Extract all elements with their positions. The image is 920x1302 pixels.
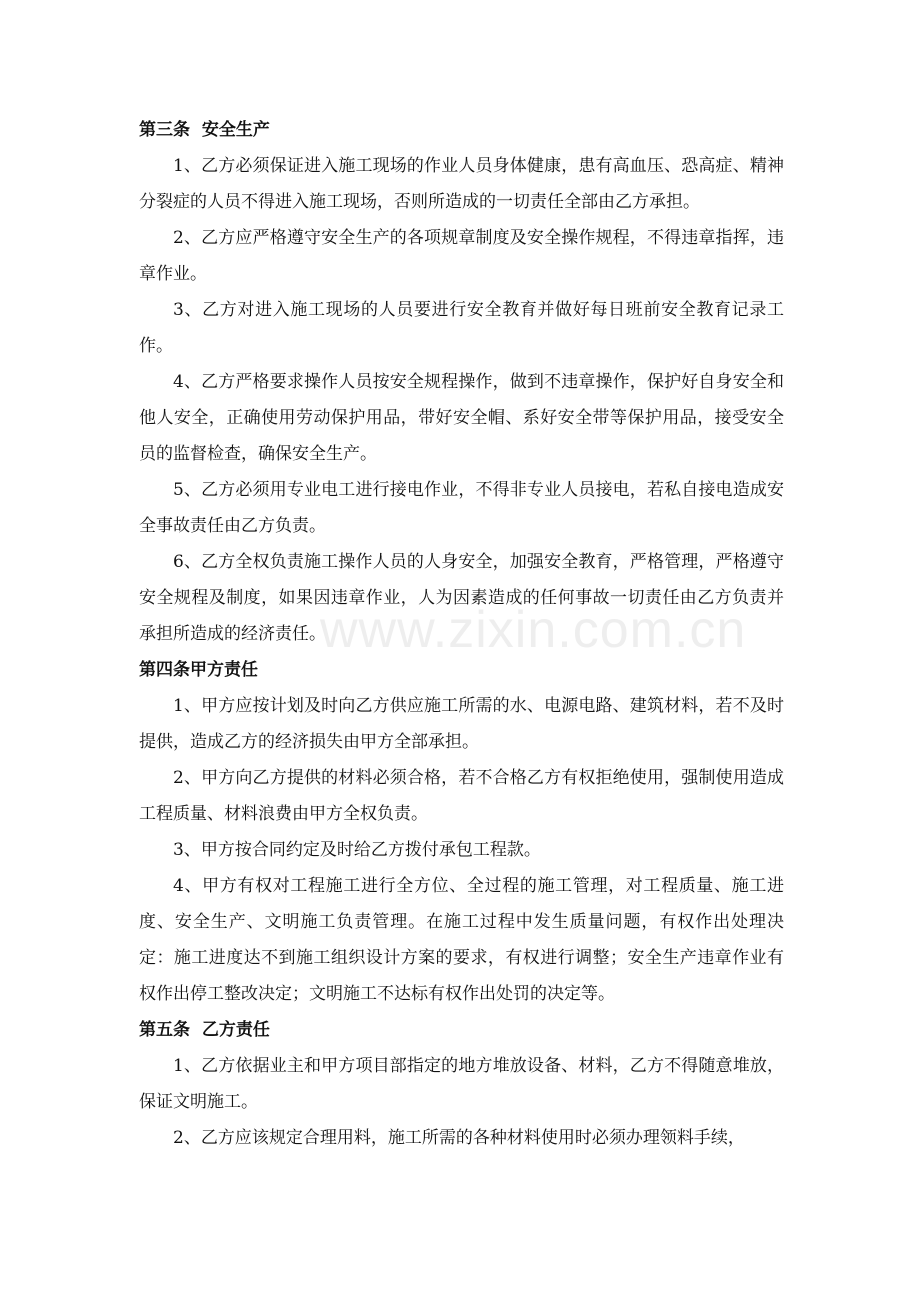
watermark: www.zixin.com.cn bbox=[320, 601, 747, 659]
paragraph: 4、乙方严格要求操作人员按安全规程操作，做到不违章操作，保护好自身安全和他人安全，正确使用劳动保护用品，带好安全帽、系好安全带等保护用品，接受安全员的监督检查，确保安全生产。 bbox=[139, 372, 784, 464]
section-heading: 第五条 乙方责任 bbox=[139, 1020, 270, 1040]
paragraph: 2、甲方向乙方提供的材料必须合格，若不合格乙方有权拒绝使用，强制使用造成工程质量、材料浪费由甲方全权负责。 bbox=[139, 768, 784, 824]
section-article-4 bbox=[139, 652, 784, 1012]
paragraph: 3、乙方对进入施工现场的人员要进行安全教育并做好每日班前安全教育记录工作。 bbox=[139, 300, 784, 356]
section-heading: 第三条 安全生产 bbox=[139, 120, 270, 140]
paragraph: 4、甲方有权对工程施工进行全方位、全过程的施工管理，对工程质量、施工进度、安全生产、文明施工负责管理。在施工过程中发生质量问题，有权作出处理决定：施工进度达不到施工组织设计方案的要求，有权进行调整；安全生产违章作业有权作出停工整改决定；文明施工不达标有权作出处罚的决定等。 bbox=[139, 876, 784, 1004]
paragraph: 1、甲方应按计划及时向乙方供应施工所需的水、电源电路、建筑材料，若不及时提供，造成乙方的经济损失由甲方全部承担。 bbox=[139, 696, 784, 752]
paragraph: 6、乙方全权负责施工操作人员的人身安全，加强安全教育，严格管理，严格遵守安全规程及制度，如果因违章作业，人为因素造成的任何事故一切责任由乙方负责并承担所造成的经济责任。 bbox=[139, 552, 784, 644]
paragraph: 2、乙方应严格遵守安全生产的各项规章制度及安全操作规程，不得违章指挥，违章作业。 bbox=[139, 228, 784, 284]
section-article-3 bbox=[139, 112, 784, 652]
paragraph: 5、乙方必须用专业电工进行接电作业，不得非专业人员接电，若私自接电造成安全事故责任由乙方负责。 bbox=[139, 480, 784, 536]
paragraph: 3、甲方按合同约定及时给乙方拨付承包工程款。 bbox=[173, 840, 541, 860]
paragraph: 1、乙方必须保证进入施工现场的作业人员身体健康，患有高血压、恐高症、精神分裂症的人员不得进入施工现场，否则所造成的一切责任全部由乙方承担。 bbox=[139, 156, 784, 212]
paragraph: 2、乙方应该规定合理用料，施工所需的各种材料使用时必须办理领料手续， bbox=[173, 1128, 745, 1148]
section-article-5 bbox=[139, 1012, 784, 1156]
section-heading: 第四条甲方责任 bbox=[139, 660, 258, 680]
document-body bbox=[139, 112, 784, 1156]
paragraph: 1、乙方依据业主和甲方项目部指定的地方堆放设备、材料，乙方不得随意堆放，保证文明施工。 bbox=[139, 1056, 784, 1112]
